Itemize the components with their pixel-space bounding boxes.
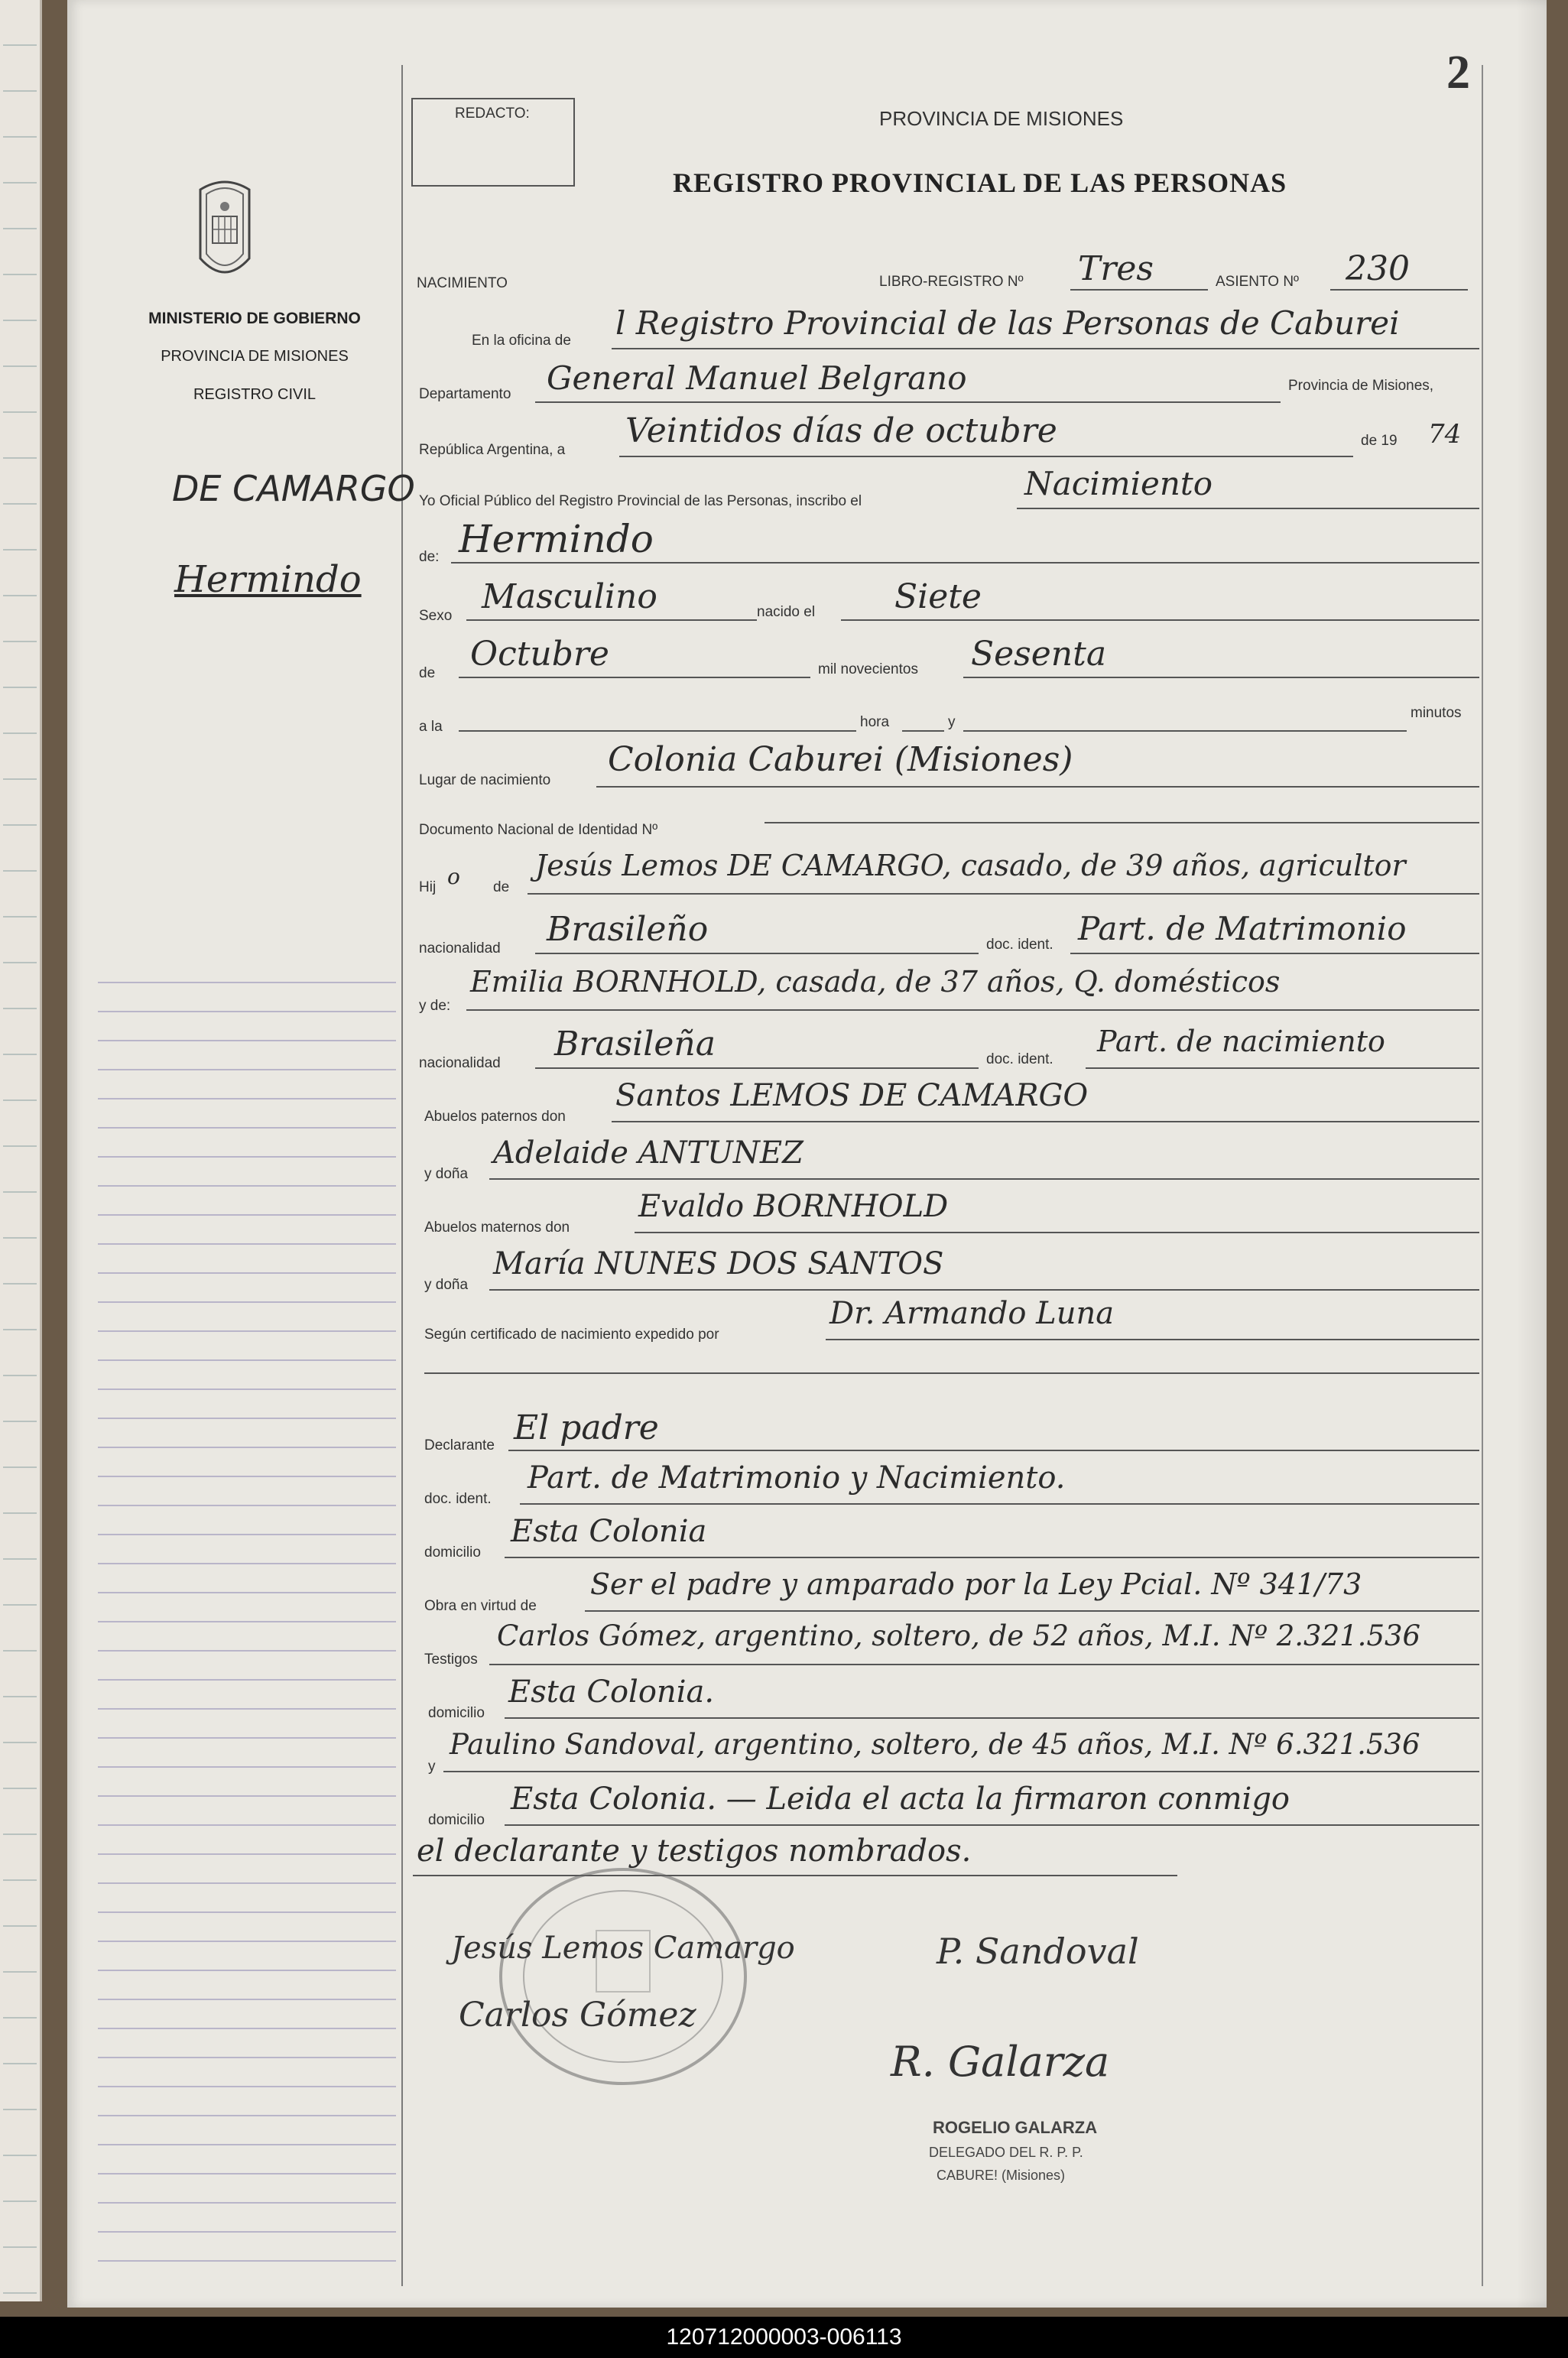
departamento-value: General Manuel Belgrano [547, 359, 967, 397]
madre-value: Emilia BORNHOLD, casada, de 37 años, Q. domésticos [470, 965, 1281, 999]
domicilio2-label: domicilio [428, 1705, 485, 1721]
fecha-value: Veintidos días de octubre [625, 411, 1057, 450]
libro-value: Tres [1078, 249, 1154, 288]
declarante-label: Declarante [424, 1437, 495, 1453]
official-round-stamp-icon [489, 1858, 757, 2095]
document-id: 120712000003-006113 [666, 2324, 902, 2350]
abuela-materna-value: María NUNES DOS SANTOS [493, 1246, 944, 1281]
official-stamp-line1: ROGELIO GALARZA [933, 2118, 1098, 2137]
abuelos-maternos-label: Abuelos maternos don [424, 1220, 570, 1236]
doc-padre-value: Part. de Matrimonio [1078, 910, 1407, 947]
minutos-label: minutos [1411, 705, 1462, 721]
padre-value: Jesús Lemos DE CAMARGO, casado, de 39 años, agricultor [535, 849, 1406, 882]
page-number: 2 [1446, 47, 1470, 99]
dni-label: Documento Nacional de Identidad Nº [419, 822, 658, 838]
obra-value: Ser el padre y amparado por la Ley Pcial. Nº 341/73 [590, 1567, 1362, 1601]
testigo2-value: Paulino Sandoval, argentino, soltero, de 45 años, M.I. Nº 6.321.536 [450, 1728, 1420, 1761]
sexo-label: Sexo [419, 608, 453, 624]
signature-father: Jesús Lemos Camargo [451, 1931, 795, 1966]
ala-label: a la [419, 719, 443, 735]
testigos-label: Testigos [424, 1652, 478, 1668]
testigo1-value: Carlos Gómez, argentino, soltero, de 52 años, M.I. Nº 2.321.536 [497, 1619, 1421, 1652]
yde-label: y de: [419, 998, 451, 1014]
oficina-value: l Registro Provincial de las Personas de Caburei [615, 304, 1400, 342]
nac-madre-value: Brasileña [554, 1025, 716, 1064]
hijo-label: Hij [419, 879, 437, 895]
nac-padre-value: Brasileño [547, 910, 709, 949]
lugar-value: Colonia Caburei (Misiones) [608, 740, 1073, 779]
year-label: de 19 [1361, 433, 1398, 449]
oficial-value: Nacimiento [1024, 465, 1213, 502]
certificado-label: Según certificado de nacimiento expedido por [424, 1327, 719, 1343]
de-label: de: [419, 549, 440, 565]
sidebar-given-name: Hermindo [174, 558, 362, 601]
docident2-label: doc. ident. [424, 1491, 492, 1507]
left-page-edge [0, 0, 42, 2301]
redacto-label: REDACTO: [455, 106, 530, 122]
hijo-suffix: o [447, 864, 460, 889]
right-border [1482, 65, 1483, 2286]
nacido-label: nacido el [757, 604, 816, 620]
ruled-margin-lines [98, 954, 396, 2277]
mil-label: mil novecientos [818, 661, 918, 677]
redacto-box [411, 98, 575, 187]
libro-label: LIBRO-REGISTRO Nº [879, 274, 1024, 290]
y-label: y [948, 714, 956, 730]
doc-declarante-value: Part. de Matrimonio y Nacimiento. [528, 1460, 1066, 1496]
doc-madre-value: Part. de nacimiento [1097, 1025, 1385, 1058]
signature-witness2: P. Sandoval [937, 1931, 1139, 1972]
province-seal-icon [193, 174, 257, 286]
cierre-value: el declarante y testigos nombrados. [417, 1833, 972, 1869]
abuelo-paterno-value: Santos LEMOS DE CAMARGO [615, 1078, 1089, 1113]
page-title: REGISTRO PROVINCIAL DE LAS PERSONAS [673, 167, 1287, 198]
sexo-value: Masculino [482, 577, 657, 616]
asiento-label: ASIENTO Nº [1216, 274, 1299, 290]
abuelo-materno-value: Evaldo BORNHOLD [638, 1189, 949, 1224]
anio-value: Sesenta [971, 635, 1107, 674]
dia-value: Siete [894, 577, 982, 616]
year-value: 74 [1428, 419, 1462, 450]
nacionalidad2-label: nacionalidad [419, 1055, 501, 1071]
abuelos-paternos-label: Abuelos paternos don [424, 1109, 566, 1125]
de3-label: de [493, 879, 510, 895]
ministry-label: MINISTERIO DE GOBIERNO [148, 310, 361, 327]
doña-label-2: y doña [424, 1277, 469, 1293]
abuela-paterna-value: Adelaide ANTUNEZ [493, 1135, 803, 1171]
dom-testigo2-value: Esta Colonia. — Leida el acta la firmaron conmigo [511, 1781, 1290, 1817]
domicilio3-label: domicilio [428, 1812, 485, 1828]
official-stamp-line3: CABURE! (Misiones) [937, 2168, 1066, 2183]
registry-label: REGISTRO CIVIL [193, 386, 317, 403]
hora-label: hora [860, 714, 890, 730]
oficina-label: En la oficina de [472, 333, 571, 349]
signature-official: R. Galarza [891, 2038, 1110, 2086]
departamento-label: Departamento [419, 386, 511, 402]
footer-bar [0, 2317, 1568, 2358]
certificado-value: Dr. Armando Luna [829, 1296, 1115, 1331]
mes-value: Octubre [470, 635, 609, 674]
docident-label: doc. ident. [986, 937, 1053, 953]
sidebar-surname: DE CAMARGO [172, 468, 415, 509]
nombre-value: Hermindo [459, 517, 654, 561]
declarante-value: El padre [514, 1408, 659, 1447]
nacimiento-label: NACIMIENTO [417, 275, 508, 291]
signature-witness1: Carlos Gómez [459, 1996, 696, 2035]
sidebar-province-label: PROVINCIA DE MISIONES [161, 348, 349, 365]
provincia-label: Provincia de Misiones, [1288, 378, 1434, 394]
de2-label: de [419, 665, 436, 681]
republica-label: República Argentina, a [419, 442, 566, 458]
dom-declarante-value: Esta Colonia [511, 1514, 707, 1549]
asiento-value: 230 [1346, 249, 1410, 288]
header-province: PROVINCIA DE MISIONES [879, 107, 1124, 130]
nacionalidad-label: nacionalidad [419, 940, 501, 957]
dom-testigo1-value: Esta Colonia. [508, 1674, 715, 1710]
obra-label: Obra en virtud de [424, 1598, 537, 1614]
doña-label-1: y doña [424, 1166, 469, 1182]
docident3-label: doc. ident. [986, 1051, 1053, 1067]
oficial-label: Yo Oficial Público del Registro Provincial de las Personas, inscribo el [419, 493, 862, 509]
lugar-label: Lugar de nacimiento [419, 772, 551, 788]
official-stamp-line2: DELEGADO DEL R. P. P. [929, 2145, 1083, 2160]
y2-label: y [428, 1759, 436, 1775]
domicilio-label: domicilio [424, 1544, 481, 1561]
